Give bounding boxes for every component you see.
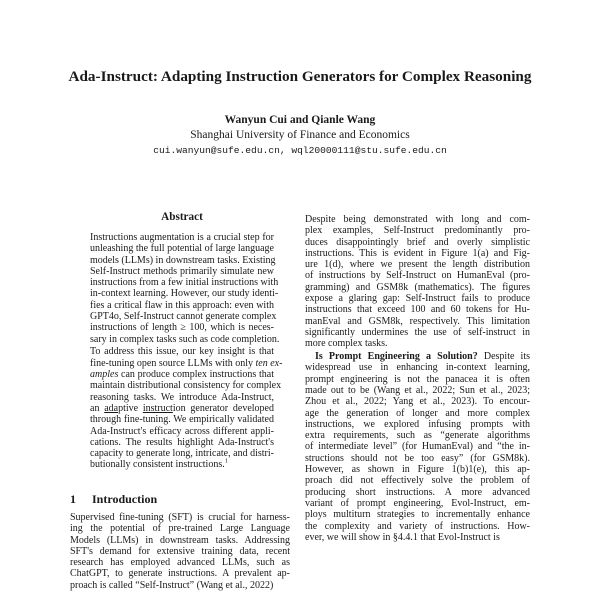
text-line: instructions of length ≥ 100, which is neces-	[90, 322, 274, 334]
text-segment: Despite its	[477, 351, 531, 363]
text-segment: ten ex-	[255, 357, 283, 369]
paragraph	[305, 214, 530, 350]
text-line: instructions. This is evident in Figure 1(a) and Fig-	[305, 247, 530, 259]
paragraph	[70, 512, 290, 591]
text-line: ChatGPT, to generate instructions. A prevalent ap-	[70, 568, 290, 580]
text-line: Instructions augmentation is a crucial step for	[90, 232, 274, 243]
affiliation: Shanghai University of Finance and Economics	[190, 129, 410, 141]
text-line: reasoning tasks. We introduce Ada-Instruct,	[90, 391, 274, 403]
text-line: proach did not effectively solve the problem of	[305, 475, 530, 487]
right-column-body	[305, 214, 530, 545]
text-line	[90, 357, 283, 369]
text-line: ing the potential of pre-trained Large Language	[70, 523, 290, 535]
text-segment: ion generator developed	[172, 402, 274, 414]
text-line: Models (LLMs) in downstream tasks. Addressing	[70, 534, 290, 546]
text-line: gramming) and GSM8k (mathematics). The figures	[305, 281, 530, 293]
introduction-body	[70, 512, 290, 593]
paragraph	[305, 351, 530, 543]
text-line: instructions that exceed 100 and 60 tokens for Hu-	[305, 304, 530, 316]
text-line: Self-Instruct methods primarily simulate new	[90, 265, 274, 277]
text-segment: ada	[104, 402, 119, 414]
text-line: instructions, we explored infusing prompts with	[305, 418, 530, 430]
text-line: of intermediate level” (for HumanEval) and “the in-	[305, 441, 530, 453]
text-line: age the generation of longer and more complex	[305, 407, 530, 419]
text-line: prompt engineering is not the panacea it is often	[305, 373, 530, 385]
text-line: manEval and GSM8k, respectively. This limitation	[305, 315, 530, 327]
text-segment: can produce complex instructions that	[118, 369, 274, 381]
text-segment: butionally consistent instructions.	[90, 459, 225, 471]
text-line: duces disappointingly brief and overly simplistic	[305, 236, 530, 248]
author-emails: cui.wanyun@sufe.edu.cn, wql20000111@stu.sufe.edu.cn	[153, 145, 447, 156]
text-segment: instruct	[142, 402, 173, 414]
text-line: ure 1(d), where we present the length distribution	[305, 259, 530, 271]
text-line: Despite being demonstrated with long and com-	[305, 214, 530, 225]
text-line	[305, 351, 530, 362]
text-line	[90, 403, 274, 414]
text-line: the complexity and variety of instructions. How-	[305, 520, 530, 532]
text-line: extra requirements, such as “generate algorithms	[305, 430, 530, 442]
text-line: of instructions by Self-Instruct on HumanEval (pro-	[305, 270, 530, 282]
text-line: Zhou et al., 2022; Yang et al., 2023). To encour-	[305, 396, 530, 408]
text-segment: ptive	[118, 402, 143, 414]
paragraph-heading: Is Prompt Engineering a Solution?	[315, 351, 478, 363]
introduction-heading	[70, 492, 157, 507]
text-line: research has employed advanced LLMs, such as	[70, 557, 290, 569]
text-line	[90, 369, 274, 380]
text-line: widespread use in enhancing in-context learning,	[305, 362, 530, 374]
text-line: ploys multiturn strategies to incrementally enhance	[305, 509, 530, 521]
text-line: through fine-tuning. We empirically validated	[90, 414, 274, 426]
text-line: proach is called “Self-Instruct” (Wang et al., 2022)	[70, 579, 274, 591]
text-line: GPT4o, Self-Instruct cannot generate complex	[90, 311, 277, 323]
text-line: sary in complex tasks such as code completion.	[90, 333, 280, 345]
footnote-marker: 1	[224, 458, 228, 466]
text-line: made out to be (Wang et al., 2022; Sun et al., 2023;	[305, 384, 530, 396]
text-line: Supervised fine-tuning (SFT) is crucial for harness-	[70, 512, 290, 523]
text-line: producing short instructions. A more advanced	[305, 486, 530, 498]
text-line: significantly undermines the use of self-instruct in	[305, 326, 530, 338]
text-line: capacity to generate long, intricate, and distri-	[90, 448, 274, 460]
text-line: structions should not be too easy” (for GSM8k).	[305, 452, 530, 464]
authors: Wanyun Cui and Qianle Wang	[224, 114, 376, 126]
section-title: Introduction	[92, 492, 158, 506]
text-line: cations. The results highlight Ada-Instruct's	[90, 436, 274, 448]
text-line: fies a critical flaw in this approach: even with	[90, 299, 274, 311]
text-line: SFT's demand for extensive training data, recent	[70, 545, 290, 557]
text-line	[90, 459, 274, 470]
text-line: plex examples, Self-Instruct predominantly pro-	[305, 225, 530, 237]
text-segment: amples	[90, 369, 119, 381]
text-line: To address this issue, our key insight is that	[90, 346, 274, 358]
paper-title: Ada-Instruct: Adapting Instruction Generators for Complex Reasoning	[68, 68, 532, 85]
text-line: ever, we will show in §4.4.1 that Evol-Instruct is	[305, 531, 500, 543]
text-line: However, as shown in Figure 1(b)1(e), this ap-	[305, 464, 530, 476]
text-line: maintain distributional consistency for complex	[90, 380, 282, 392]
text-segment: fine-tuning open source LLMs with only	[90, 357, 256, 369]
text-line: variant of prompt engineering, Evol-Instruct, em-	[305, 497, 530, 509]
paragraph	[90, 346, 283, 471]
paragraph	[90, 232, 280, 345]
abstract-body	[90, 232, 283, 472]
text-line: Ada-Instruct's efficacy across different appli-	[90, 425, 274, 437]
text-line: in-context learning. However, our study identi-	[90, 288, 279, 300]
text-line: unleashing the full potential of large language	[90, 243, 274, 255]
abstract-heading: Abstract	[161, 211, 203, 223]
section-number: 1	[70, 492, 76, 506]
text-line: models (LLMs) in downstream tasks. Existing	[90, 254, 276, 266]
text-line: instructions from a few initial instructions with	[90, 277, 279, 289]
text-line: expose a glaring gap: Self-Instruct fails to produce	[305, 293, 530, 305]
text-segment: an	[90, 402, 105, 414]
text-line: more complex tasks.	[305, 338, 388, 350]
